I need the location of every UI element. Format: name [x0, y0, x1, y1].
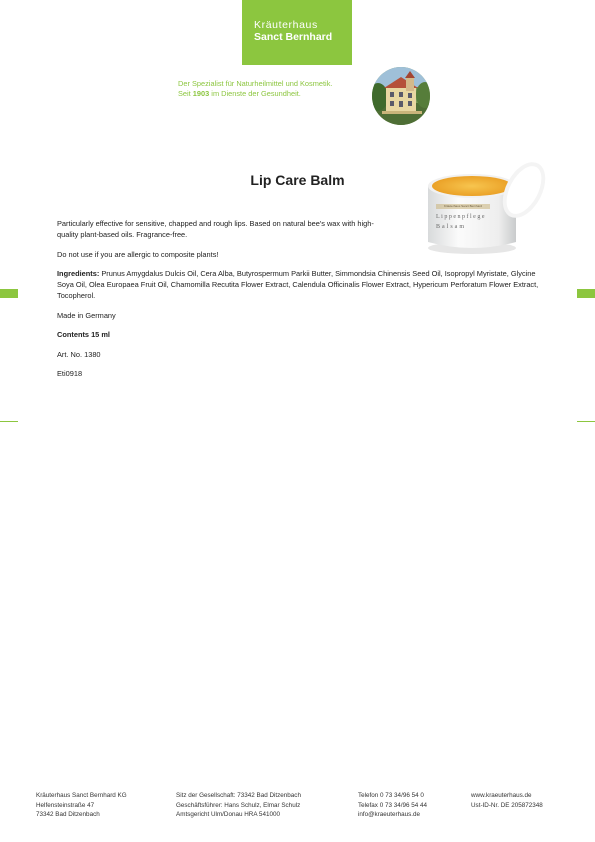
tagline-suffix: im Dienste der Gesundheit.	[209, 89, 301, 98]
contents-text: Contents 15 ml	[57, 330, 110, 339]
footer-contact	[358, 791, 427, 820]
footer-phone: Telefon 0 73 34/96 54 0	[358, 792, 424, 799]
footer-line: 73342 Bad Ditzenbach	[36, 811, 100, 818]
ingredients-paragraph	[57, 268, 547, 301]
brand-logo	[242, 0, 352, 65]
product-description: Particularly effective for sensitive, chapped and rough lips. Based on natural bee's wax with high-quality plant-based oils. Fragrance-free.	[57, 219, 374, 239]
jar-label-brand: Kräuterhaus Sanct Bernhard	[443, 204, 483, 208]
company-building-photo	[372, 67, 430, 125]
label-code: Eti0918	[57, 369, 83, 378]
tagline-line-1: Der Spezialist für Naturheilmittel und Kosmetik.	[178, 79, 333, 88]
footer-email: info@kraeuterhaus.de	[358, 811, 421, 818]
tagline-year: 1903	[192, 89, 210, 98]
footer-fax: Telefax 0 73 34/96 54 44	[358, 801, 427, 809]
footer-line: Helfensteinstraße 47	[36, 801, 95, 809]
jar-label-line-1: Lippenpflege	[436, 214, 486, 220]
ingredients-label: Ingredients:	[57, 269, 100, 278]
footer-web	[471, 791, 543, 810]
footer-line: Amtsgericht Ulm/Donau HRA 541000	[176, 811, 280, 818]
footer-address	[36, 791, 127, 820]
logo-line-1: Kräuterhaus	[254, 19, 318, 31]
punch-mark-right	[577, 421, 595, 422]
logo-line-2: Sanct Bernhard	[254, 31, 333, 43]
footer-line: Kräuterhaus Sanct Bernhard KG	[36, 792, 127, 799]
fold-mark-right	[577, 289, 595, 298]
footer-legal	[176, 791, 301, 820]
ingredients-list: Prunus Amygdalus Dulcis Oil, Cera Alba, Butyrospermum Parkii Butter, Simmondsia Chinensis Seed Oil, Isopropyl Myristate, Glycine Soya Oil, Olea Europaea Fruit Oil, Chamomilla Recutita Flower Extract, Calendula Officinalis Flower Extract, Hypericum Perforatum Flower Extract, Tocopherol.	[57, 269, 539, 300]
origin-text: Made in Germany	[57, 310, 116, 320]
article-number: Art. No. 1380	[57, 349, 101, 359]
footer-line: Geschäftsführer: Hans Schulz, Elmar Schulz	[176, 801, 301, 809]
allergy-warning: Do not use if you are allergic to composite plants!	[57, 249, 219, 259]
tagline-line-2	[178, 89, 378, 99]
company-tagline	[178, 79, 378, 99]
footer-vat-id: Ust-ID-Nr. DE 205872348	[471, 801, 543, 809]
tagline-prefix: Seit	[178, 89, 193, 98]
jar-label-line-2: Balsam	[436, 224, 466, 230]
footer-website: www.kraeuterhaus.de	[471, 792, 532, 799]
fold-mark-left	[0, 289, 18, 298]
footer-line: Sitz der Gesellschaft: 73342 Bad Ditzenbach	[176, 792, 301, 799]
product-details	[57, 218, 547, 388]
punch-mark-left	[0, 421, 18, 422]
product-title: Lip Care Balm	[250, 172, 345, 188]
